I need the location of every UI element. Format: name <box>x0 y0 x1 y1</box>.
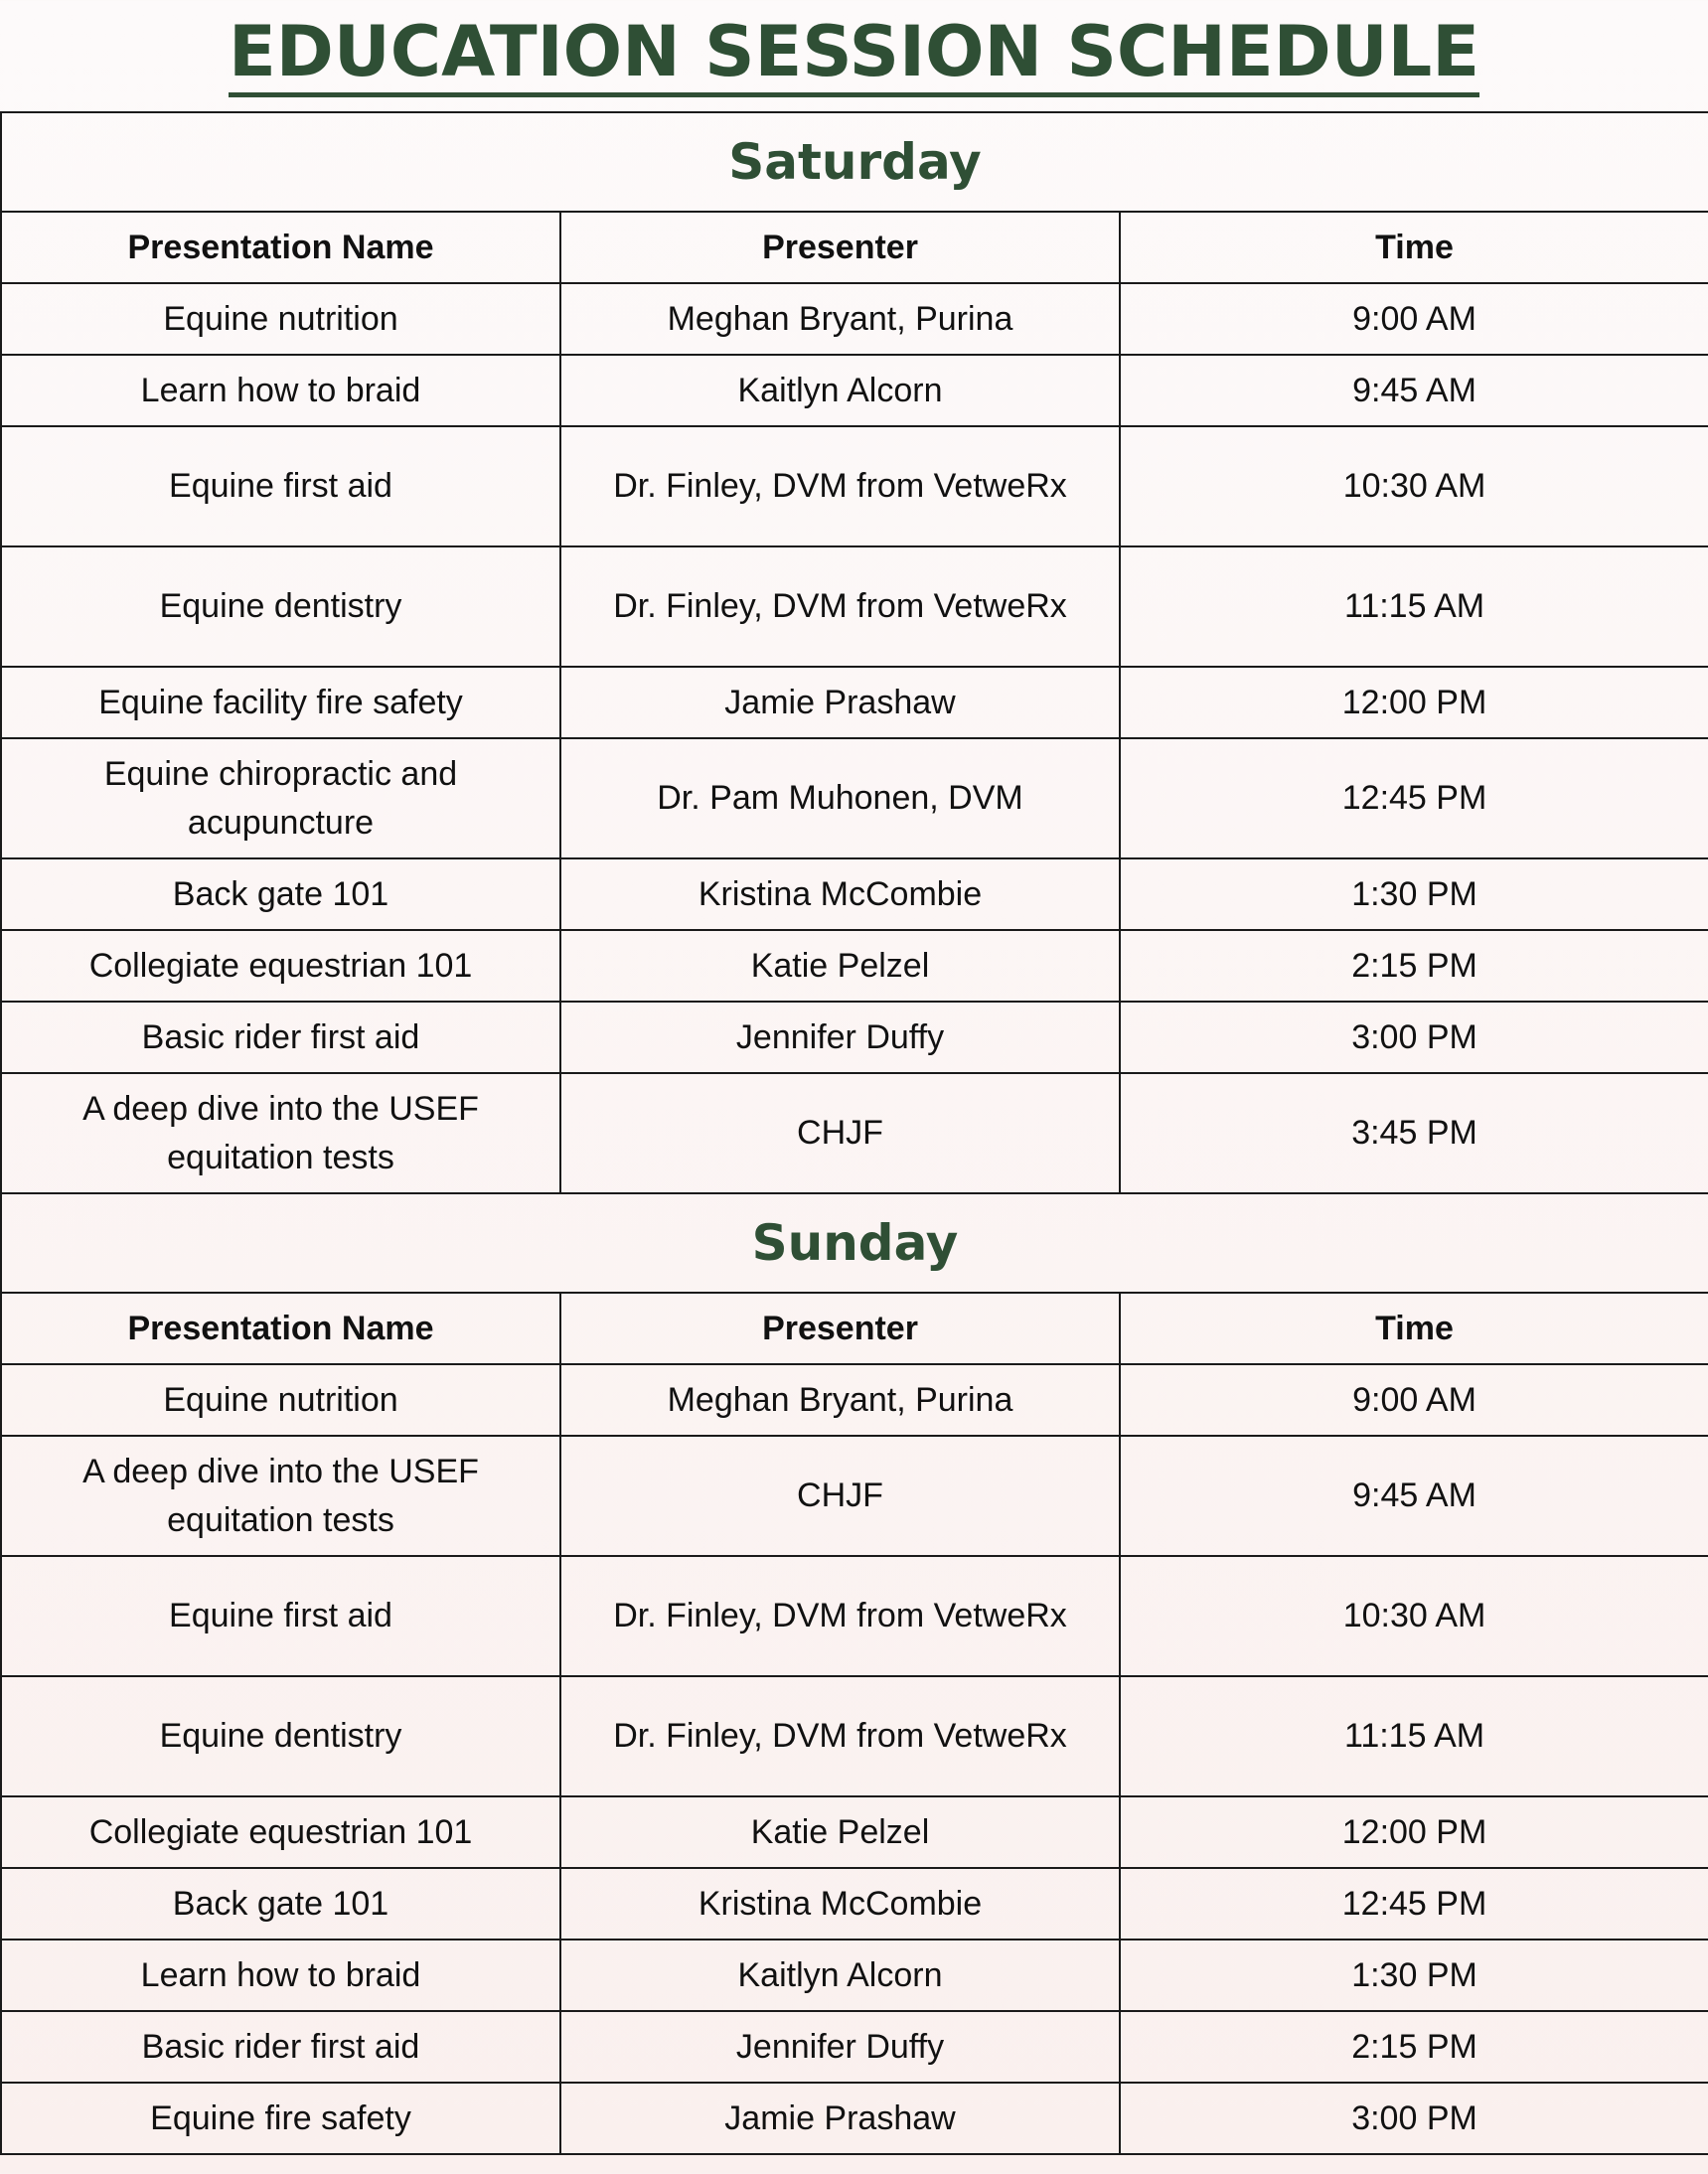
table-row <box>1 1364 1708 1436</box>
presentation-name: Collegiate equestrian 101 <box>1 1796 560 1868</box>
time: 12:45 PM <box>1120 738 1708 858</box>
presenter: CHJF <box>560 1436 1120 1556</box>
day-row-saturday <box>1 112 1708 212</box>
time: 3:00 PM <box>1120 2083 1708 2154</box>
presentation-name: Back gate 101 <box>1 1868 560 1940</box>
column-header-name: Presentation Name <box>1 212 560 283</box>
table-row <box>1 930 1708 1002</box>
presentation-name: Equine nutrition <box>1 1364 560 1436</box>
column-header-time: Time <box>1120 1293 1708 1364</box>
presentation-name: Equine first aid <box>1 426 560 546</box>
table-row <box>1 1556 1708 1676</box>
table-row <box>1 1436 1708 1556</box>
time: 2:15 PM <box>1120 930 1708 1002</box>
table-row <box>1 1073 1708 1193</box>
column-header-presenter: Presenter <box>560 1293 1120 1364</box>
time: 9:45 AM <box>1120 355 1708 426</box>
presentation-name: Learn how to braid <box>1 355 560 426</box>
time: 3:00 PM <box>1120 1002 1708 1073</box>
presentation-name: Back gate 101 <box>1 858 560 930</box>
table-row <box>1 738 1708 858</box>
time: 9:00 AM <box>1120 1364 1708 1436</box>
presenter: Jamie Prashaw <box>560 667 1120 738</box>
time: 12:00 PM <box>1120 1796 1708 1868</box>
presenter: CHJF <box>560 1073 1120 1193</box>
page-title <box>0 0 1708 111</box>
presentation-name: Collegiate equestrian 101 <box>1 930 560 1002</box>
table-row <box>1 355 1708 426</box>
table-row <box>1 1868 1708 1940</box>
column-header-name: Presentation Name <box>1 1293 560 1364</box>
presenter: Kaitlyn Alcorn <box>560 355 1120 426</box>
presenter: Dr. Finley, DVM from VetweRx <box>560 426 1120 546</box>
header-row-sunday <box>1 1293 1708 1364</box>
table-row <box>1 546 1708 667</box>
time: 2:15 PM <box>1120 2011 1708 2083</box>
schedule-table <box>0 111 1708 2155</box>
table-row <box>1 1002 1708 1073</box>
table-row <box>1 858 1708 930</box>
presentation-name: Equine dentistry <box>1 546 560 667</box>
time: 9:45 AM <box>1120 1436 1708 1556</box>
presentation-name: Equine facility fire safety <box>1 667 560 738</box>
presentation-name: A deep dive into the USEF equitation tests <box>1 1436 560 1556</box>
presentation-name: Equine chiropractic and acupuncture <box>1 738 560 858</box>
presentation-name: Basic rider first aid <box>1 2011 560 2083</box>
time: 10:30 AM <box>1120 1556 1708 1676</box>
presenter: Dr. Finley, DVM from VetweRx <box>560 546 1120 667</box>
time: 9:00 AM <box>1120 283 1708 355</box>
page-title-text: EDUCATION SESSION SCHEDULE <box>229 11 1479 97</box>
day-row-sunday <box>1 1193 1708 1293</box>
table-row <box>1 426 1708 546</box>
presentation-name: Equine fire safety <box>1 2083 560 2154</box>
day-heading-saturday: Saturday <box>1 112 1708 212</box>
table-row <box>1 2083 1708 2154</box>
presentation-name: A deep dive into the USEF equitation tests <box>1 1073 560 1193</box>
time: 1:30 PM <box>1120 1940 1708 2011</box>
presenter: Jennifer Duffy <box>560 2011 1120 2083</box>
table-row <box>1 1676 1708 1796</box>
presentation-name: Learn how to braid <box>1 1940 560 2011</box>
time: 12:00 PM <box>1120 667 1708 738</box>
presenter: Meghan Bryant, Purina <box>560 1364 1120 1436</box>
presenter: Meghan Bryant, Purina <box>560 283 1120 355</box>
presentation-name: Basic rider first aid <box>1 1002 560 1073</box>
time: 11:15 AM <box>1120 1676 1708 1796</box>
time: 11:15 AM <box>1120 546 1708 667</box>
presentation-name: Equine dentistry <box>1 1676 560 1796</box>
presenter: Dr. Pam Muhonen, DVM <box>560 738 1120 858</box>
table-row <box>1 1940 1708 2011</box>
presentation-name: Equine nutrition <box>1 283 560 355</box>
time: 12:45 PM <box>1120 1868 1708 1940</box>
presenter: Kristina McCombie <box>560 1868 1120 1940</box>
column-header-time: Time <box>1120 212 1708 283</box>
presenter: Jennifer Duffy <box>560 1002 1120 1073</box>
header-row-saturday <box>1 212 1708 283</box>
table-row <box>1 1796 1708 1868</box>
presenter: Dr. Finley, DVM from VetweRx <box>560 1676 1120 1796</box>
presenter: Katie Pelzel <box>560 930 1120 1002</box>
table-row <box>1 283 1708 355</box>
column-header-presenter: Presenter <box>560 212 1120 283</box>
day-heading-sunday: Sunday <box>1 1193 1708 1293</box>
table-row <box>1 2011 1708 2083</box>
presenter: Kaitlyn Alcorn <box>560 1940 1120 2011</box>
presenter: Kristina McCombie <box>560 858 1120 930</box>
time: 10:30 AM <box>1120 426 1708 546</box>
time: 3:45 PM <box>1120 1073 1708 1193</box>
time: 1:30 PM <box>1120 858 1708 930</box>
presentation-name: Equine first aid <box>1 1556 560 1676</box>
presenter: Jamie Prashaw <box>560 2083 1120 2154</box>
presenter: Dr. Finley, DVM from VetweRx <box>560 1556 1120 1676</box>
table-row <box>1 667 1708 738</box>
presenter: Katie Pelzel <box>560 1796 1120 1868</box>
